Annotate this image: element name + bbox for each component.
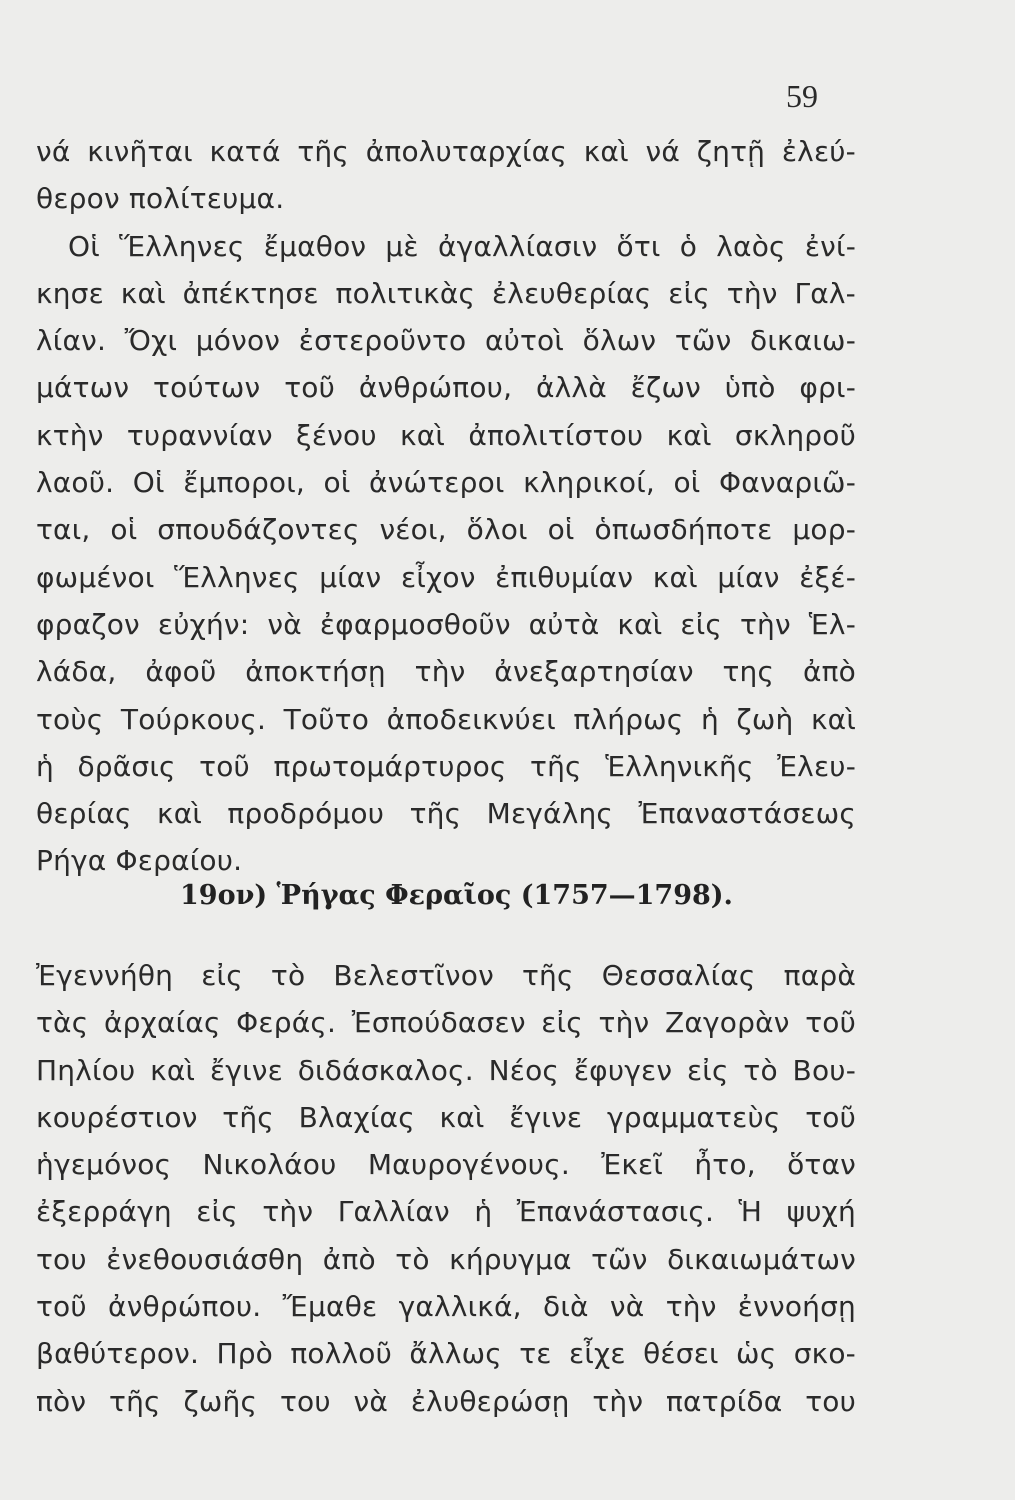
text-line: λίαν. Ὄχι μόνον ἐστεροῦντο αὐτοὶ ὅλων τῶν δικαιω- [36, 324, 856, 358]
text-line: κουρέστιον τῆς Βλαχίας καὶ ἔγινε γραμματεὺς τοῦ [36, 1100, 856, 1134]
text-line: Ἐγεννήθη εἰς τὸ Βελεστῖνον τῆς Θεσσαλίας παρὰ [36, 959, 856, 992]
paragraph-2 [36, 952, 856, 1425]
text-line: λάδα, ἀφοῦ ἀποκτήσῃ τὴν ἀνεξαρτησίαν της ἀπὸ [36, 655, 856, 689]
text-line: φωμένοι Ἕλληνες μίαν εἶχον ἐπιθυμίαν καὶ μίαν ἐξέ- [36, 560, 856, 594]
text-line: τοὺς Τούρκους. Τοῦτο ἀποδεικνύει πλήρως ἡ ζωὴ καὶ [36, 702, 856, 736]
section-heading: 19ον) Ῥήγας Φεραῖος (1757—1798). [180, 880, 733, 911]
text-line: Πηλίου καὶ ἔγινε διδάσκαλος. Νέος ἔφυγεν εἰς τὸ Βου- [36, 1053, 856, 1087]
text-line: τοῦ ἀνθρώπου. Ἔμαθε γαλλικά, διὰ νὰ τὴν ἐννοήσῃ [36, 1290, 856, 1324]
text-line: ἐξερράγη εἰς τὴν Γαλλίαν ἡ Ἐπανάστασις. Ἡ ψυχή [36, 1195, 856, 1229]
text-line: Οἱ Ἕλληνες ἔμαθον μὲ ἀγαλλίασιν ὅτι ὁ λαὸς ἐνί- [68, 229, 856, 263]
text-line: κτὴν τυραννίαν ξένου καὶ ἀπολιτίστου καὶ σκληροῦ [36, 418, 856, 452]
paragraph-1 [36, 128, 856, 885]
text-line: ται, οἱ σπουδάζοντες νέοι, ὅλοι οἱ ὁπωσδήποτε μορ- [36, 513, 856, 547]
text-line: θερίας καὶ προδρόμου τῆς Μεγάλης Ἐπαναστάσεως [36, 797, 856, 831]
text-line: ἡγεμόνος Νικολάου Μαυρογένους. Ἐκεῖ ἦτο, ὅταν [36, 1148, 856, 1182]
text-line: λαοῦ. Οἱ ἔμποροι, οἱ ἀνώτεροι κληρικοί, οἱ Φαναριῶ- [36, 466, 856, 500]
text-line: βαθύτερον. Πρὸ πολλοῦ ἄλλως τε εἶχε θέσει ὡς σκο- [36, 1337, 856, 1371]
text-line: θερον πολίτευμα. [36, 182, 285, 216]
text-line: του ἐνεθουσιάσθη ἀπὸ τὸ κήρυγμα τῶν δικαιωμάτων [36, 1242, 856, 1276]
text-line: πὸν τῆς ζωῆς του νὰ ἐλυθερώσῃ τὴν πατρίδα του [36, 1384, 856, 1418]
text-line: Ρήγα Φεραίου. [36, 844, 243, 878]
text-line: κησε καὶ ἀπέκτησε πολιτικὰς ἐλευθερίας εἰς τὴν Γαλ- [36, 276, 856, 310]
text-line: νά κινῆται κατά τῆς ἀπολυταρχίας καὶ νά ζητῇ ἐλεύ- [36, 135, 856, 168]
text-line: φραζον εὐχήν: νὰ ἐφαρμοσθοῦν αὐτὰ καὶ εἰς τὴν Ἑλ- [36, 607, 856, 641]
text-line: ἡ δρᾶσις τοῦ πρωτομάρτυρος τῆς Ἑλληνικῆς Ἐλευ- [36, 749, 856, 783]
text-line: μάτων τούτων τοῦ ἀνθρώπου, ἀλλὰ ἔζων ὑπὸ φρι- [36, 371, 856, 405]
page-number: 59 [786, 78, 818, 114]
text-line: τὰς ἀρχαίας Φεράς. Ἐσπούδασεν εἰς τὴν Ζαγορὰν τοῦ [36, 1006, 856, 1040]
